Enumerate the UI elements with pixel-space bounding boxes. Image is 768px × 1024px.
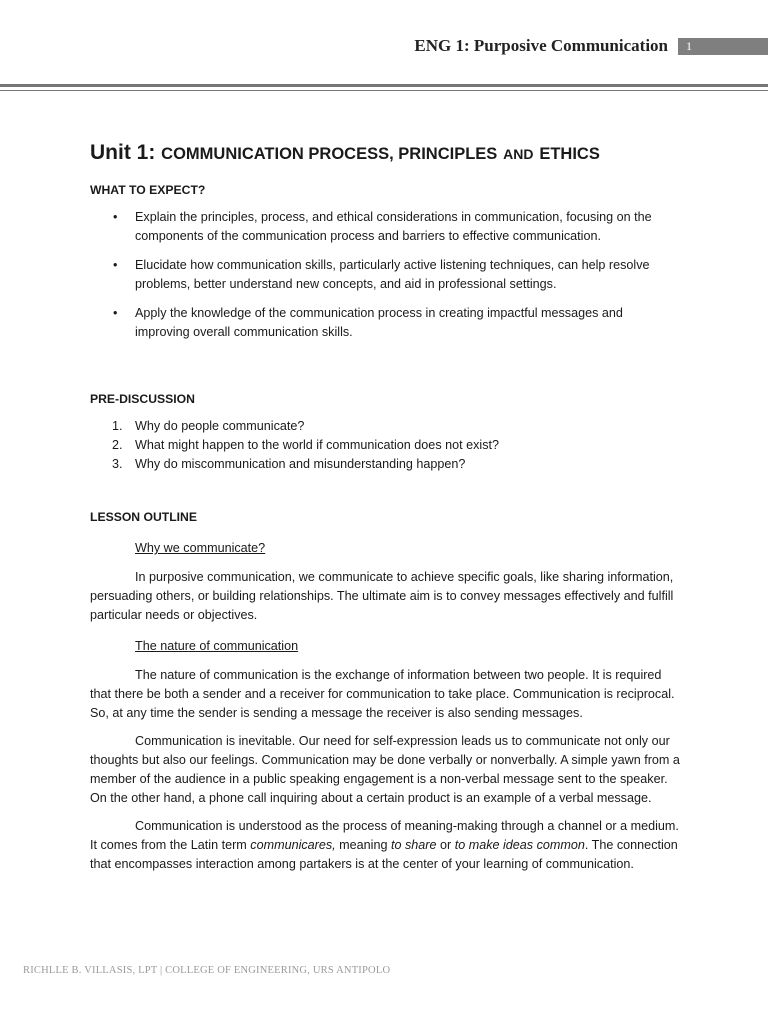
- unit-title: [90, 138, 680, 169]
- list-item: • Apply the knowledge of the communication process in creating impactful messages and improving overall communication skills.: [113, 306, 623, 339]
- document-header-title: ENG 1: Purposive Communication: [414, 36, 668, 55]
- bullet-icon: •: [113, 306, 118, 320]
- unit-title-part2: ETHICS: [539, 145, 600, 163]
- bullet-icon: •: [113, 210, 118, 224]
- latin-term: communicares,: [250, 838, 336, 852]
- definition-term: to make ideas common: [454, 838, 585, 852]
- what-to-expect-heading: WHAT TO EXPECT?: [90, 183, 206, 197]
- what-to-expect-list: [90, 208, 680, 342]
- pre-discussion-list: [90, 417, 680, 474]
- list-item: • Explain the principles, process, and ethical considerations in communication, focusing on the components of the communication process and barriers to effective communication.: [113, 210, 652, 243]
- page-footer: RICHLLE B. VILLASIS, LPT | COLLEGE OF ENGINEERING, URS ANTIPOLO: [23, 965, 391, 976]
- list-item: • Elucidate how communication skills, particularly active listening techniques, can help resolve problems, better understand new concepts, and aid in professional settings.: [113, 258, 650, 291]
- list-item: 3. Why do miscommunication and misunderstanding happen?: [112, 457, 466, 471]
- header-divider-thin: [0, 90, 768, 91]
- list-item: 1. Why do people communicate?: [112, 419, 305, 433]
- subheading-nature-of-communication: The nature of communication: [135, 639, 299, 653]
- pre-discussion-heading: PRE-DISCUSSION: [90, 392, 195, 406]
- unit-title-part1: COMMUNICATION PROCESS, PRINCIPLES: [161, 145, 498, 163]
- list-item: 2. What might happen to the world if communication does not exist?: [112, 438, 500, 452]
- subheading-why-communicate: Why we communicate?: [135, 541, 266, 555]
- header-divider-thick: [0, 84, 768, 87]
- paragraph: Communication is inevitable. Our need for self-expression leads us to communicate not only our thoughts but also our feelings. Communication may be done verbally or nonverbally. A simple yawn from a member of the audience in a public speaking engagement is a non-verbal message sent to the speaker. On the other hand, a phone call inquiring about a certain product is an example of a verbal message.: [90, 734, 680, 805]
- lesson-outline-heading: LESSON OUTLINE: [90, 510, 197, 524]
- page-number: 1: [678, 38, 768, 55]
- paragraph: The nature of communication is the exchange of information between two people. It is required that there be both a sender and a receiver for communication to take place. Communication is reciprocal. So, at any time the sender is sending a message the receiver is also sending messages.: [90, 668, 675, 720]
- unit-prefix: Unit 1:: [90, 141, 156, 164]
- definition-term: to share: [390, 838, 437, 852]
- paragraph: Communication is understood as the process of meaning-making through a channel or a medium. It comes from the Latin term communicares, meaning to share or to make ideas common. The connection that encompasses interaction among partakers is at the center of your learning of communication.: [90, 819, 679, 871]
- document-body: [90, 138, 680, 883]
- bullet-icon: •: [113, 258, 118, 272]
- unit-title-and: AND: [503, 146, 534, 162]
- paragraph: In purposive communication, we communicate to achieve specific goals, like sharing information, persuading others, or building relationships. The ultimate aim is to convey messages effectively and fulfill particular needs or objectives.: [90, 570, 674, 622]
